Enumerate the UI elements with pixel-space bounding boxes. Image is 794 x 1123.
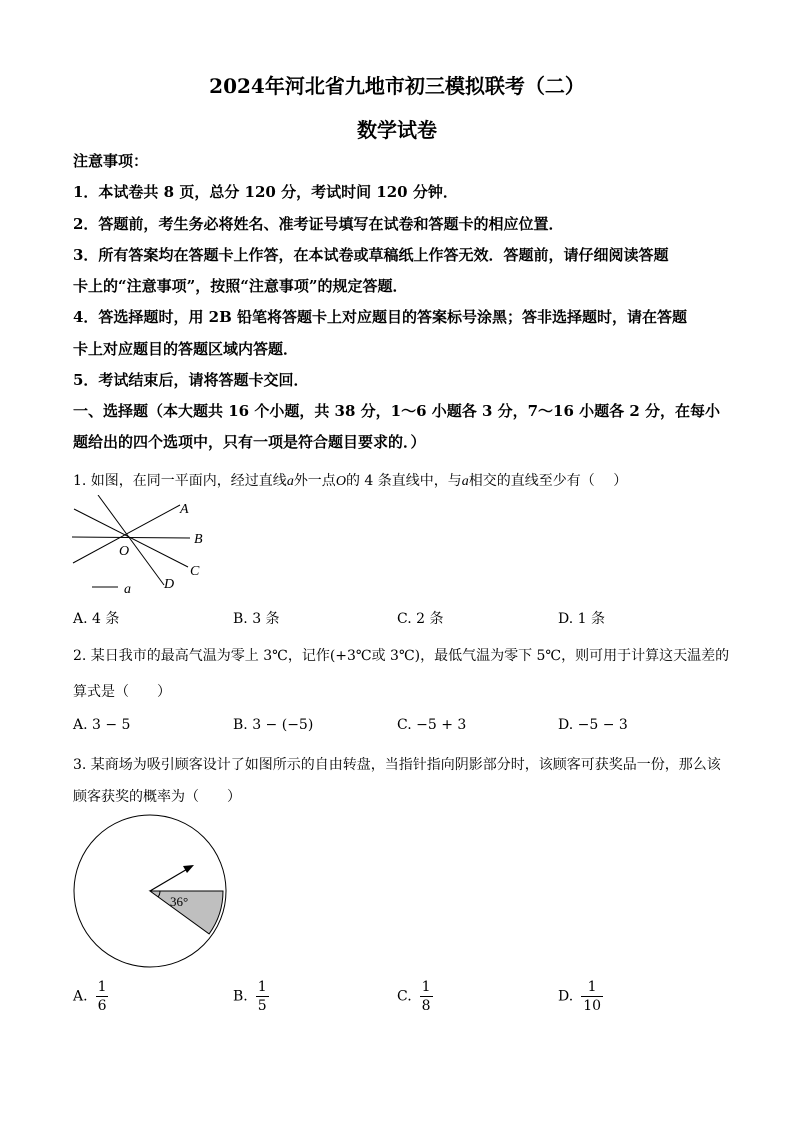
question-2-stem-cont: 算式是（ ） [73,684,171,700]
question-1-figure [68,495,218,600]
fraction: $\frac{1}{6}$ [97,979,107,1014]
q1-option-d[interactable]: D. 1 条 [558,611,605,627]
q3-option-c[interactable]: C. $\frac{1}{8}$ [397,979,431,1014]
question-1-stem: 1. 如图，在同一平面内，经过直线a外一点O的 4 条直线中，与a相交的直线至少有（ ） [73,473,628,489]
q2-option-c[interactable]: C. −5 + 3 [397,717,467,733]
fraction: $\frac{1}{10}$ [583,979,602,1014]
q1-option-c[interactable]: C. 2 条 [397,611,444,627]
question-3-spinner-figure [70,814,230,974]
question-3-stem-cont: 顾客获奖的概率为（ ） [73,789,241,805]
notice-line: 卡上对应题目的答题区域内答题． [73,340,299,358]
q1-option-a[interactable]: A. 4 条 [73,611,120,627]
notice-line: 5．考试结束后，请将答题卡交回． [73,371,309,389]
q2-option-b[interactable]: B. 3 − (−5) [233,717,314,733]
notice-line: 1．本试卷共 8 页，总分 120 分，考试时间 120 分钟． [73,183,458,201]
page-title: 2024年河北省九地市初三模拟联考（二） [209,74,585,98]
fraction: $\frac{1}{5}$ [257,979,267,1014]
q3-option-b[interactable]: B. $\frac{1}{5}$ [233,979,267,1014]
q2-option-d[interactable]: D. −5 − 3 [558,717,628,733]
notice-line: 3．所有答案均在答题卡上作答，在本试卷或草稿纸上作答无效．答题前，请仔细阅读答题 [73,246,669,264]
q2-option-a[interactable]: A. 3 − 5 [73,717,131,733]
notice-line: 2．答题前，考生务必将姓名、准考证号填写在试卷和答题卡的相应位置． [73,215,564,233]
notice-heading: 注意事项： [73,152,149,170]
section-heading-cont: 题给出的四个选项中，只有一项是符合题目要求的．） [73,433,426,451]
q3-option-a[interactable]: A. $\frac{1}{6}$ [73,979,107,1014]
label-A: A [180,502,189,517]
section-heading: 一、选择题（本大题共 16 个小题，共 38 分，1～6 小题各 3 分，7～16 小题各 2 分，在每小 [73,402,721,420]
fraction: $\frac{1}{8}$ [421,979,431,1014]
angle-label: 36° [170,894,189,909]
question-3-stem: 3. 某商场为吸引顾客设计了如图所示的自由转盘，当指针指向阴影部分时，该顾客可获奖品一份，那么该 [73,757,721,773]
question-2-stem: 2. 某日我市的最高气温为零上 3℃，记作(+3℃或 3℃)，最低气温为零下 5℃，则可用于计算这天温差的 [73,648,730,664]
notice-line: 4．答选择题时，用 2B 铅笔将答题卡上对应题目的答案标号涂黑；答非选择题时，请在答题 [73,308,688,326]
q3-option-d[interactable]: D. $\frac{1}{10}$ [558,979,602,1014]
page-subtitle: 数学试卷 [357,118,437,142]
label-O: O [119,544,130,559]
line-d [98,495,164,585]
label-D: D [164,577,175,592]
q1-option-b[interactable]: B. 3 条 [233,611,280,627]
label-C: C [190,564,200,579]
label-a: a [124,582,131,597]
label-B: B [194,532,203,547]
notice-line: 卡上的“注意事项”，按照“注意事项”的规定答题． [73,277,408,295]
